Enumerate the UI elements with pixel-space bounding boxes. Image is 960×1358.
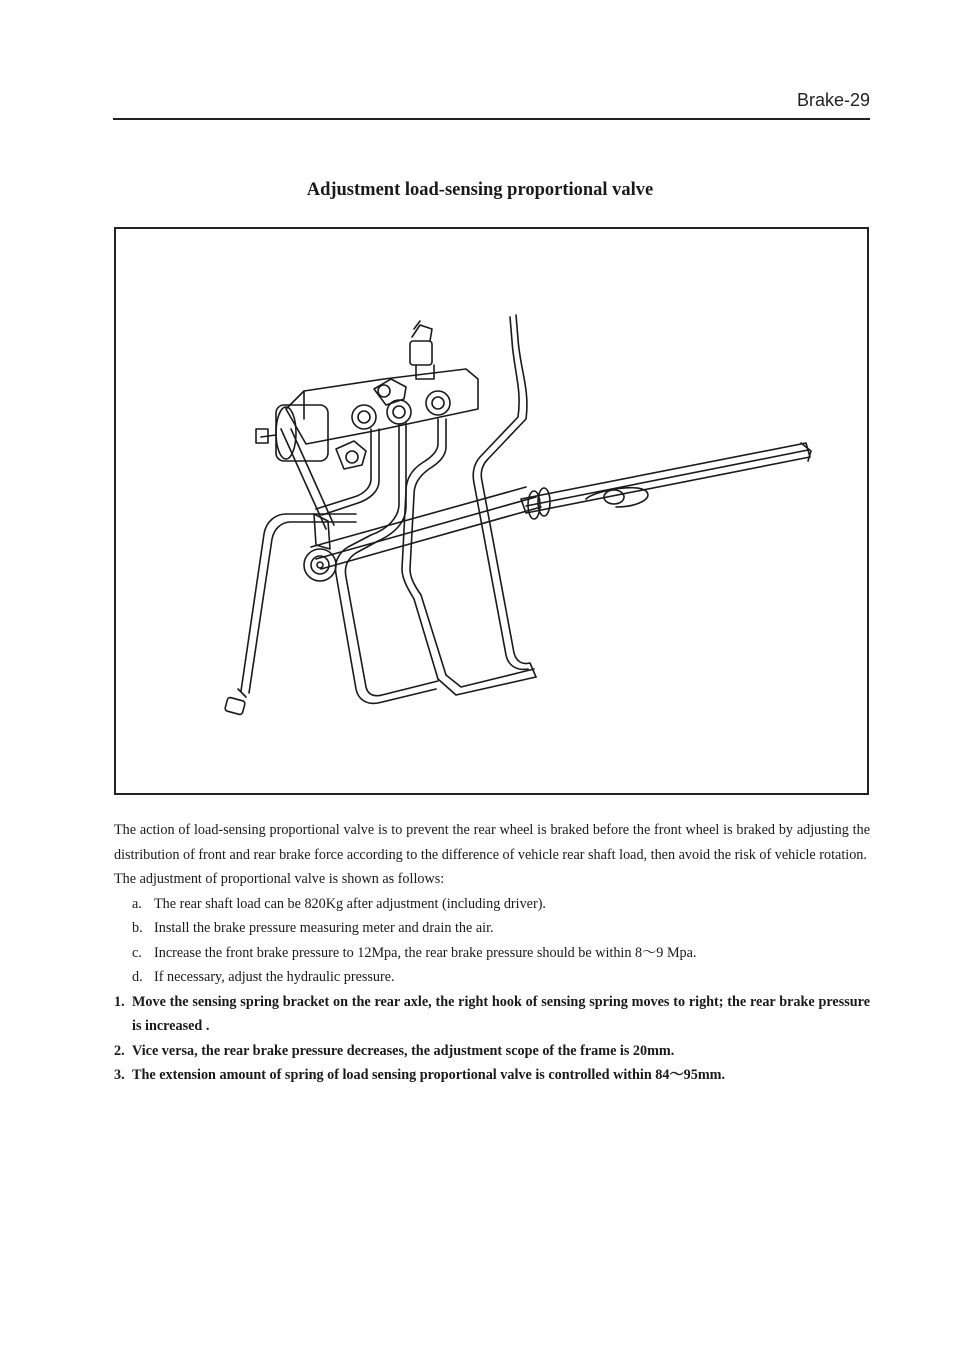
note-text: Vice versa, the rear brake pressure decreases, the adjustment scope of the frame is 20mm. [132,1042,675,1059]
page-number: Brake-29 [796,90,870,110]
body-text [114,818,870,1088]
note-marker: 2. [114,1042,125,1059]
list-marker: c. [132,944,142,961]
list-marker: a. [132,895,142,912]
valve-illustration [116,229,867,793]
note-marker: 1. [114,993,125,1010]
note-item [114,1063,870,1088]
list-item-text: The rear shaft load can be 820Kg after adjustment (including driver). [154,895,546,912]
list-marker: b. [132,920,143,936]
list-item [114,916,870,941]
note-item [114,1039,870,1064]
intro-paragraph: The action of load-sensing proportional valve is to prevent the rear wheel is braked before the front wheel is braked by adjusting the distribution of front and rear brake force according to the difference of vehicle rear shaft load, then avoid the risk of vehicle rotation. [114,822,870,863]
section-title: Adjustment load-sensing proportional valve [306,180,654,200]
note-text: The extension amount of spring of load sensing proportional valve is controlled within 84～95mm. [132,1067,726,1083]
top-fitting [410,321,434,379]
page-header [113,86,870,120]
valve-figure [114,227,869,795]
lever-arm [521,443,811,513]
list-item-text: Increase the front brake pressure to 12Mpa, the rear brake pressure should be within 8～9 Mpa. [154,944,697,961]
list-item [114,941,870,966]
note-item [114,990,870,1039]
adjustment-lead: The adjustment of proportional valve is shown as follows: [114,871,445,887]
note-text: Move the sensing spring bracket on the rear axle, the right hook of sensing spring moves to right; the rear brake pressure is increased . [132,993,870,1034]
list-item [114,965,870,990]
list-item-text: Install the brake pressure measuring meter and drain the air. [154,920,494,936]
list-item [114,892,870,917]
left-tube [224,514,356,715]
list-item-text: If necessary, adjust the hydraulic pressure. [154,969,395,985]
list-marker: d. [132,969,143,985]
note-marker: 3. [114,1067,125,1083]
